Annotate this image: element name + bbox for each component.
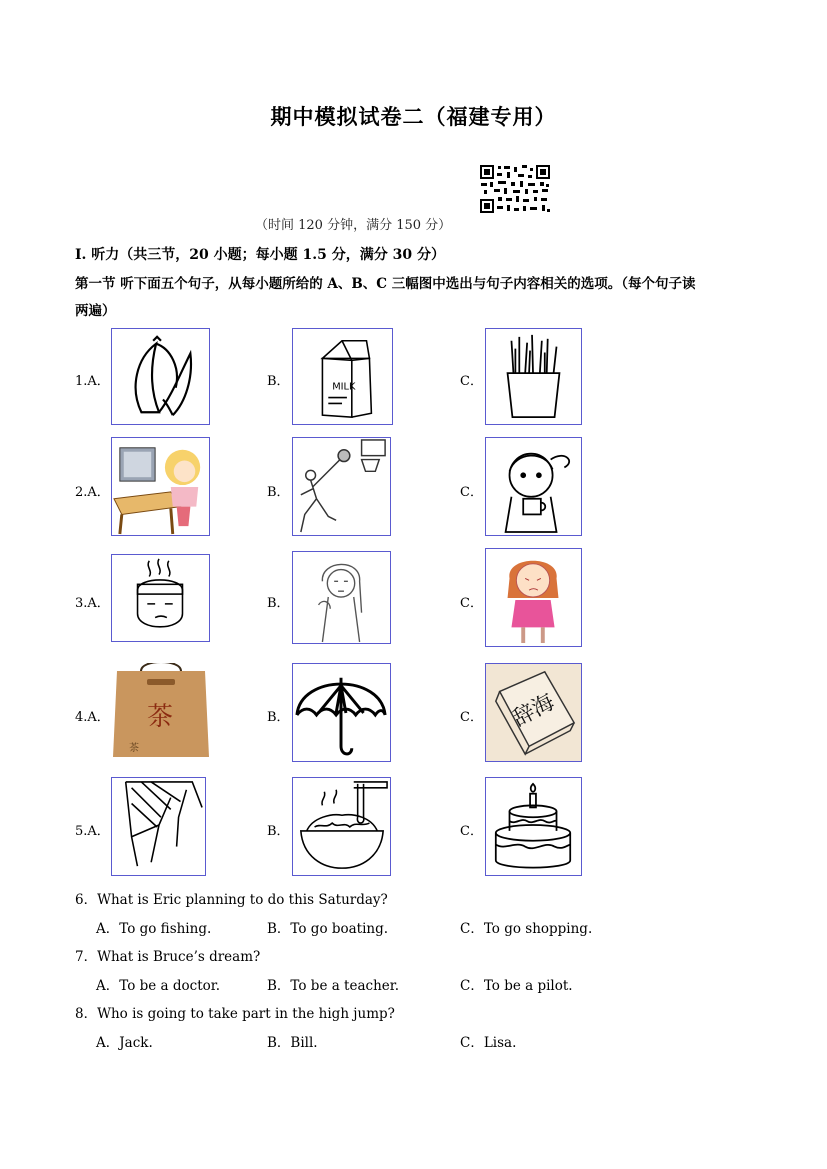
noodles-picture[interactable]: [292, 777, 391, 876]
qr-code: [478, 163, 552, 215]
part1-instruction: 第一节 听下面五个句子，从每小题所给的 A、B、C 三幅图中选出与句子内容相关的选项。（每个句子读: [75, 276, 696, 292]
q5-option-c-label: C．: [460, 824, 483, 839]
q3-option-b-label: B．: [267, 596, 290, 611]
dictionary-picture[interactable]: [485, 663, 582, 762]
q4-option-c-label: C．: [460, 710, 483, 725]
page-title: 期中模拟试卷二（福建专用）: [270, 104, 557, 129]
stomachache-girl-picture[interactable]: [485, 548, 582, 647]
question-8: 8．Who is going to take part in the high jump?: [75, 1006, 395, 1022]
q5-option-b-label: B．: [267, 824, 290, 839]
q2-option-a-label: 2.A．: [75, 485, 110, 500]
basketball-player-picture[interactable]: [292, 437, 391, 536]
q1-option-b-label: B．: [267, 374, 290, 389]
q5-option-a-label: 5.A．: [75, 824, 110, 839]
q1-option-a-label: 1.A．: [75, 374, 110, 389]
girl-drinking-picture[interactable]: [485, 437, 582, 536]
time-note: （时间 120 分钟，满分 150 分）: [255, 218, 452, 233]
q7-option-c[interactable]: C．To be a pilot.: [460, 978, 573, 994]
fever-face-picture[interactable]: [111, 554, 210, 642]
q3-option-a-label: 3.A．: [75, 596, 110, 611]
tea-bag-picture[interactable]: [111, 663, 210, 762]
q4-option-b-label: B．: [267, 710, 290, 725]
q2-option-c-label: C．: [460, 485, 483, 500]
part1-instruction-continued: 两遍）: [75, 303, 116, 319]
q8-option-b[interactable]: B．Bill.: [267, 1035, 318, 1051]
umbrella-picture[interactable]: [292, 663, 391, 762]
q6-option-b[interactable]: B．To go boating.: [267, 921, 389, 937]
dictionary-title: 辞海: [508, 689, 559, 732]
q7-option-a[interactable]: A．To be a doctor.: [96, 978, 221, 994]
milk-label: MILK: [332, 381, 356, 393]
q8-option-c[interactable]: C．Lisa.: [460, 1035, 517, 1051]
q7-option-b[interactable]: B．To be a teacher.: [267, 978, 400, 994]
q8-option-a[interactable]: A．Jack.: [96, 1035, 153, 1051]
q2-option-b-label: B．: [267, 485, 290, 500]
q4-option-a-label: 4.A．: [75, 710, 110, 725]
q3-option-c-label: C．: [460, 596, 483, 611]
kite-picture[interactable]: [111, 777, 206, 876]
milk-carton-picture[interactable]: [292, 328, 393, 425]
q6-option-a[interactable]: A．To go fishing.: [96, 921, 212, 937]
banana-picture[interactable]: [111, 328, 210, 425]
sick-girl-picture[interactable]: [292, 551, 391, 644]
french-fries-picture[interactable]: [485, 328, 582, 425]
girl-at-computer-picture[interactable]: [111, 437, 210, 536]
section-heading: I. 听力（共三节，20 小题；每小题 1.5 分，满分 30 分）: [75, 247, 445, 263]
birthday-cake-picture[interactable]: [485, 777, 582, 876]
tea-character: 茶: [146, 702, 174, 732]
question-6: 6．What is Eric planning to do this Saturday?: [75, 892, 388, 908]
question-7: 7．What is Bruce’s dream?: [75, 949, 261, 965]
q1-option-c-label: C．: [460, 374, 483, 389]
q6-option-c[interactable]: C．To go shopping.: [460, 921, 593, 937]
tea-brand-mark: 茶: [129, 743, 139, 754]
